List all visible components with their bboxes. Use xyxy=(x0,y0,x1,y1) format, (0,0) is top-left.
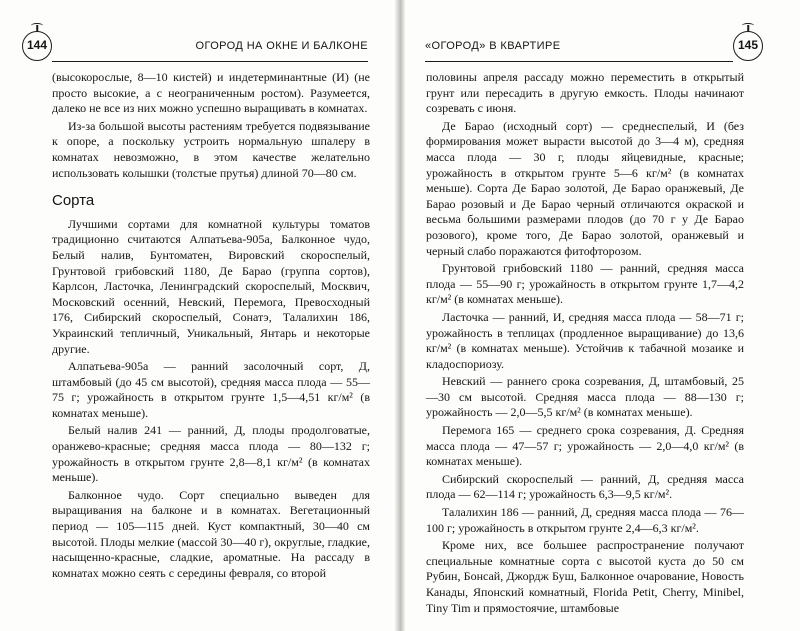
paragraph: (высокорослые, 8—10 кистей) и индетерминантные (И) (не просто высокие, а с неограниченным ростом). Разумеется, далеко не все из них можно успешно выращивать в комнатах. xyxy=(52,70,370,116)
paragraph: Ласточка — ранний, И, средняя масса плода — 58—71 г; урожайность в теплицах (продленное выращивание) до 13,6 кг/м² (в комнатах меньше). Устойчив к табачной мозаике и кладоспориозу. xyxy=(426,309,744,371)
paragraph: Лучшими сортами для комнатной культуры томатов традиционно считаются Алпатьева-905а, Балконное чудо, Белый налив, Бунтоматен, Вировский скороспелый, Грунтовой грибовский 1180, Де Барао (группа сортов), Карлсон, Ласточка, Ленинградский скороспелый, Москвич, Московский осенний, Невский, Перемога, Превосходный 176, Сибирский скороспелый, Сонатэ, Талалихин 186, Украинский тепличный, Уникальный, Янтарь и некоторые другие. xyxy=(52,216,370,356)
page-number: 144 xyxy=(26,38,48,52)
page-number: 145 xyxy=(737,38,759,52)
paragraph: Грунтовой грибовский 1180 — ранний, средняя масса плода — 55—90 г; урожайность в открытом грунте 1,7—4,2 кг/м² (в комнатах меньше). xyxy=(426,261,744,307)
paragraph: Невский — раннего срока созревания, Д, штамбовый, 25—30 см высотой. Средняя масса плода — 88—130 г; урожайность — 2,0—5,5 кг/м² (в комнатах меньше). xyxy=(426,374,744,420)
section-heading: Сорта xyxy=(52,192,95,210)
paragraph: Балконное чудо. Сорт специально выведен для выращивания на балконе и в комнатах. Вегетационный период — 105—115 дней. Куст компактный, 30—40 см высотой. Плоды мелкие (массой 30—40 г), округлые, гладкие, насыщенно-красные, сладкие, ароматные. На рассаду в комнатах можно сеять с середины февраля, со второй xyxy=(52,487,370,580)
paragraph: Из-за большой высоты растениям требуется подвязывание к опоре, а поскольку устроить нормальную шпалеру в комнатах невозможно, в этом качестве желательно использовать колышки (толстые прутья) длиной 70—80 см. xyxy=(52,118,370,180)
running-head: ОГОРОД НА ОКНЕ И БАЛКОНЕ xyxy=(195,40,368,52)
paragraph: Талалихин 186 — ранний, Д, средняя масса плода — 76—100 г; урожайность в открытом грунте 2,4—6,3 кг/м². xyxy=(426,505,744,535)
paragraph: Перемога 165 — среднего срока созревания, Д. Средняя масса плода — 47—57 г; урожайность — 2,0—4,0 кг/м² (в комнатах меньше). xyxy=(426,423,744,469)
running-head: «ОГОРОД» В КВАРТИРЕ xyxy=(425,40,561,52)
left-page xyxy=(0,0,397,631)
right-page-text xyxy=(426,70,744,616)
paragraph: Кроме них, все большее распространение получают специальные комнатные сорта с высотой куста до 50 см Рубин, Бонсай, Джордж Буш, Балконное очарование, Новость Канады, Японский комнатный, Florida Petit, Cherry, Minibel, Tiny Tim и прямостоячие, штамбовые xyxy=(426,538,744,615)
paragraph: половины апреля рассаду можно переместить в открытый грунт или пересадить в другую емкость. Плоды начинают созревать с июня. xyxy=(426,70,744,116)
left-page-header xyxy=(22,31,368,65)
paragraph: Алпатьева-905а — ранний засолочный сорт, Д, штамбовый (до 45 см высотой), средняя масса плода — 55—75 г; урожайность в открытом грунте 1,5—4,51 кг/м² (в комнатах меньше). xyxy=(52,359,370,420)
left-page-text xyxy=(52,70,370,581)
header-rule xyxy=(425,61,733,62)
paragraph: Белый налив 241 — ранний, Д, плоды продолговатые, оранжево-красные; средняя масса плода — 80—132 г; урожайность в открытом грунте 2,8—8,1 кг/м² (в комнатах меньше). xyxy=(52,423,370,485)
header-rule xyxy=(52,61,368,62)
paragraph: Сибирский скороспелый — ранний, Д, средняя масса плода — 62—114 г; урожайность 6,3—9,5 кг/м². xyxy=(426,471,744,502)
paragraph: Де Барао (исходный сорт) — среднеспелый, И (без формирования может вырасти высотой до 3—4 м), средняя масса плода — 30 г, плоды яйцевидные, красные; урожайность в открытом грунте 5—6 кг/м² (в комнатах меньше). Сорта Де Барао золотой, Де Барао оранжевый, Де Барао розовый и Де Барао черный отличаются окраской и весьма большими размерами плодов (до 70 г у Де Барао розового), кроме того, Де Барао золотой, оранжевый и черный слабо поражаются фитофторозом. xyxy=(426,118,744,258)
right-page xyxy=(403,0,800,631)
right-page-header xyxy=(425,31,763,65)
